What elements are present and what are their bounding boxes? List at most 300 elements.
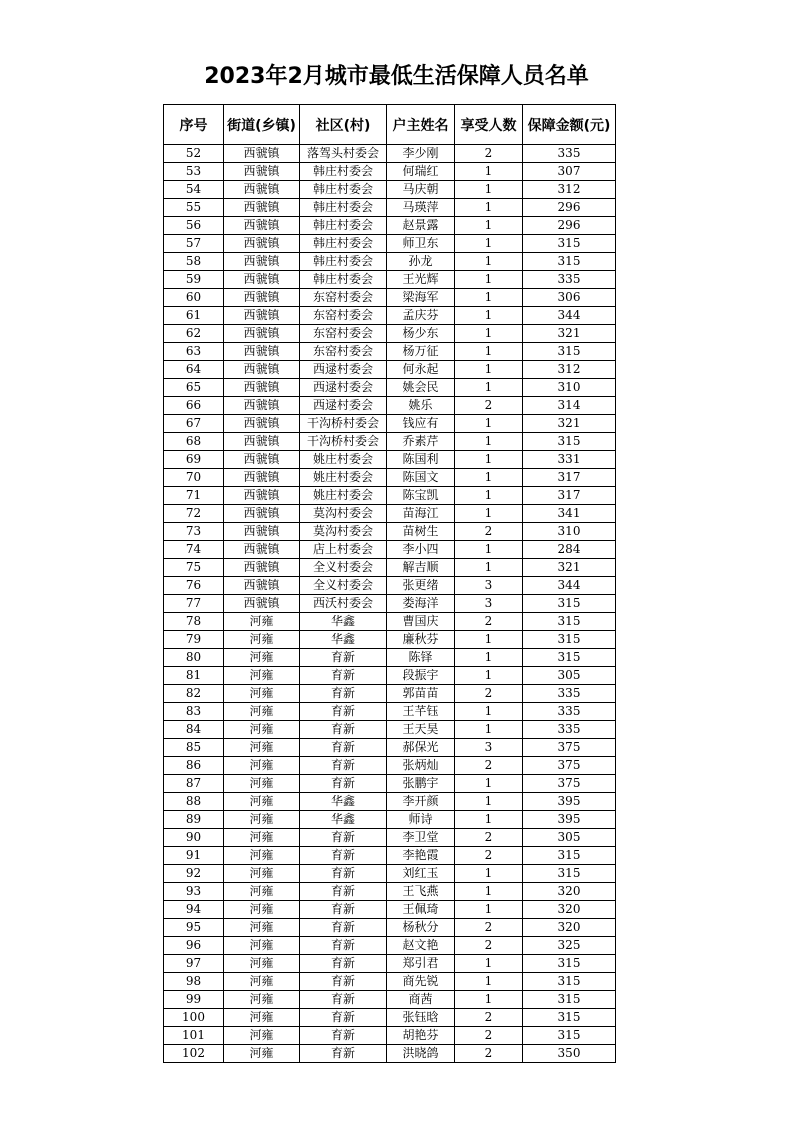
cell-householder: 胡艳芬 bbox=[387, 1027, 455, 1045]
cell-people-count: 1 bbox=[455, 181, 523, 199]
table-row bbox=[164, 721, 616, 739]
cell-index: 96 bbox=[164, 937, 224, 955]
cell-index: 62 bbox=[164, 325, 224, 343]
table-row bbox=[164, 847, 616, 865]
cell-street: 河雍 bbox=[224, 775, 300, 793]
cell-street: 西虢镇 bbox=[224, 289, 300, 307]
cell-householder: 马瑛萍 bbox=[387, 199, 455, 217]
table-row bbox=[164, 145, 616, 163]
table-row bbox=[164, 487, 616, 505]
cell-street: 河雍 bbox=[224, 811, 300, 829]
cell-street: 河雍 bbox=[224, 829, 300, 847]
cell-index: 102 bbox=[164, 1045, 224, 1063]
cell-people-count: 1 bbox=[455, 235, 523, 253]
cell-index: 54 bbox=[164, 181, 224, 199]
cell-householder: 王天昊 bbox=[387, 721, 455, 739]
cell-community: 姚庄村委会 bbox=[300, 451, 387, 469]
cell-community: 华鑫 bbox=[300, 613, 387, 631]
cell-amount: 344 bbox=[523, 577, 616, 595]
cell-people-count: 1 bbox=[455, 469, 523, 487]
table-row bbox=[164, 919, 616, 937]
cell-householder: 段振宇 bbox=[387, 667, 455, 685]
cell-householder: 姚乐 bbox=[387, 397, 455, 415]
cell-householder: 刘红玉 bbox=[387, 865, 455, 883]
cell-community: 育新 bbox=[300, 901, 387, 919]
cell-street: 河雍 bbox=[224, 631, 300, 649]
cell-community: 育新 bbox=[300, 973, 387, 991]
table-row bbox=[164, 883, 616, 901]
header-index: 序号 bbox=[164, 105, 224, 145]
table-row bbox=[164, 289, 616, 307]
cell-street: 河雍 bbox=[224, 793, 300, 811]
cell-people-count: 1 bbox=[455, 271, 523, 289]
cell-people-count: 1 bbox=[455, 991, 523, 1009]
cell-householder: 孟庆芬 bbox=[387, 307, 455, 325]
cell-householder: 苗海江 bbox=[387, 505, 455, 523]
cell-people-count: 1 bbox=[455, 955, 523, 973]
cell-street: 河雍 bbox=[224, 973, 300, 991]
table-row bbox=[164, 631, 616, 649]
cell-householder: 商茜 bbox=[387, 991, 455, 1009]
cell-householder: 赵景露 bbox=[387, 217, 455, 235]
cell-amount: 315 bbox=[523, 847, 616, 865]
table-row bbox=[164, 1045, 616, 1063]
cell-amount: 375 bbox=[523, 757, 616, 775]
table-row bbox=[164, 901, 616, 919]
cell-amount: 335 bbox=[523, 271, 616, 289]
cell-index: 82 bbox=[164, 685, 224, 703]
cell-community: 育新 bbox=[300, 865, 387, 883]
cell-index: 83 bbox=[164, 703, 224, 721]
cell-householder: 商先锐 bbox=[387, 973, 455, 991]
cell-people-count: 1 bbox=[455, 379, 523, 397]
cell-people-count: 2 bbox=[455, 1045, 523, 1063]
cell-street: 河雍 bbox=[224, 901, 300, 919]
cell-householder: 王佩琦 bbox=[387, 901, 455, 919]
cell-community: 韩庄村委会 bbox=[300, 217, 387, 235]
cell-street: 河雍 bbox=[224, 613, 300, 631]
cell-people-count: 1 bbox=[455, 505, 523, 523]
table-row bbox=[164, 667, 616, 685]
cell-people-count: 1 bbox=[455, 811, 523, 829]
table-row bbox=[164, 757, 616, 775]
cell-community: 落驾头村委会 bbox=[300, 145, 387, 163]
cell-people-count: 2 bbox=[455, 397, 523, 415]
table-row bbox=[164, 811, 616, 829]
cell-index: 93 bbox=[164, 883, 224, 901]
cell-amount: 315 bbox=[523, 1027, 616, 1045]
table-row bbox=[164, 343, 616, 361]
cell-householder: 师卫东 bbox=[387, 235, 455, 253]
cell-community: 店上村委会 bbox=[300, 541, 387, 559]
table-row bbox=[164, 415, 616, 433]
table-row bbox=[164, 163, 616, 181]
cell-street: 西虢镇 bbox=[224, 505, 300, 523]
table-row bbox=[164, 451, 616, 469]
cell-street: 西虢镇 bbox=[224, 145, 300, 163]
cell-people-count: 2 bbox=[455, 919, 523, 937]
cell-people-count: 1 bbox=[455, 253, 523, 271]
cell-householder: 李小四 bbox=[387, 541, 455, 559]
cell-amount: 321 bbox=[523, 325, 616, 343]
cell-amount: 312 bbox=[523, 361, 616, 379]
cell-householder: 何瑞红 bbox=[387, 163, 455, 181]
cell-street: 西虢镇 bbox=[224, 271, 300, 289]
cell-index: 81 bbox=[164, 667, 224, 685]
cell-householder: 苗树生 bbox=[387, 523, 455, 541]
cell-people-count: 1 bbox=[455, 343, 523, 361]
cell-amount: 310 bbox=[523, 379, 616, 397]
cell-index: 85 bbox=[164, 739, 224, 757]
table-row bbox=[164, 739, 616, 757]
cell-people-count: 2 bbox=[455, 145, 523, 163]
cell-householder: 李少刚 bbox=[387, 145, 455, 163]
cell-people-count: 3 bbox=[455, 739, 523, 757]
table-row bbox=[164, 523, 616, 541]
cell-amount: 312 bbox=[523, 181, 616, 199]
cell-street: 西虢镇 bbox=[224, 217, 300, 235]
cell-index: 86 bbox=[164, 757, 224, 775]
cell-people-count: 1 bbox=[455, 541, 523, 559]
cell-community: 莫沟村委会 bbox=[300, 523, 387, 541]
cell-community: 干沟桥村委会 bbox=[300, 415, 387, 433]
cell-people-count: 1 bbox=[455, 433, 523, 451]
cell-amount: 375 bbox=[523, 739, 616, 757]
cell-index: 79 bbox=[164, 631, 224, 649]
cell-householder: 张鹏宇 bbox=[387, 775, 455, 793]
cell-amount: 315 bbox=[523, 649, 616, 667]
cell-people-count: 1 bbox=[455, 703, 523, 721]
cell-community: 育新 bbox=[300, 1045, 387, 1063]
cell-index: 71 bbox=[164, 487, 224, 505]
cell-amount: 315 bbox=[523, 1009, 616, 1027]
cell-street: 西虢镇 bbox=[224, 415, 300, 433]
cell-community: 育新 bbox=[300, 685, 387, 703]
cell-community: 育新 bbox=[300, 847, 387, 865]
cell-index: 66 bbox=[164, 397, 224, 415]
cell-street: 西虢镇 bbox=[224, 559, 300, 577]
table-row bbox=[164, 379, 616, 397]
cell-amount: 321 bbox=[523, 415, 616, 433]
cell-people-count: 1 bbox=[455, 973, 523, 991]
cell-street: 西虢镇 bbox=[224, 595, 300, 613]
cell-householder: 姚会民 bbox=[387, 379, 455, 397]
cell-amount: 315 bbox=[523, 613, 616, 631]
cell-street: 西虢镇 bbox=[224, 181, 300, 199]
cell-people-count: 1 bbox=[455, 667, 523, 685]
cell-householder: 梁海军 bbox=[387, 289, 455, 307]
cell-people-count: 1 bbox=[455, 451, 523, 469]
table-row bbox=[164, 775, 616, 793]
cell-people-count: 2 bbox=[455, 613, 523, 631]
cell-index: 67 bbox=[164, 415, 224, 433]
cell-community: 育新 bbox=[300, 937, 387, 955]
cell-amount: 341 bbox=[523, 505, 616, 523]
cell-people-count: 1 bbox=[455, 307, 523, 325]
cell-amount: 306 bbox=[523, 289, 616, 307]
cell-index: 80 bbox=[164, 649, 224, 667]
cell-householder: 娄海洋 bbox=[387, 595, 455, 613]
cell-index: 61 bbox=[164, 307, 224, 325]
cell-people-count: 1 bbox=[455, 649, 523, 667]
cell-people-count: 1 bbox=[455, 487, 523, 505]
cell-householder: 何永起 bbox=[387, 361, 455, 379]
cell-street: 河雍 bbox=[224, 739, 300, 757]
cell-householder: 陈宝凯 bbox=[387, 487, 455, 505]
cell-community: 育新 bbox=[300, 649, 387, 667]
cell-community: 育新 bbox=[300, 955, 387, 973]
cell-community: 东窑村委会 bbox=[300, 307, 387, 325]
table-row bbox=[164, 433, 616, 451]
table-row bbox=[164, 991, 616, 1009]
cell-index: 101 bbox=[164, 1027, 224, 1045]
cell-people-count: 1 bbox=[455, 289, 523, 307]
table-row bbox=[164, 955, 616, 973]
cell-index: 74 bbox=[164, 541, 224, 559]
cell-householder: 陈国文 bbox=[387, 469, 455, 487]
cell-street: 河雍 bbox=[224, 937, 300, 955]
cell-community: 西逯村委会 bbox=[300, 379, 387, 397]
cell-street: 西虢镇 bbox=[224, 397, 300, 415]
cell-index: 73 bbox=[164, 523, 224, 541]
cell-amount: 395 bbox=[523, 793, 616, 811]
table-row bbox=[164, 703, 616, 721]
cell-amount: 296 bbox=[523, 199, 616, 217]
cell-community: 华鑫 bbox=[300, 811, 387, 829]
table-row bbox=[164, 307, 616, 325]
cell-amount: 335 bbox=[523, 703, 616, 721]
cell-community: 育新 bbox=[300, 883, 387, 901]
cell-community: 育新 bbox=[300, 739, 387, 757]
cell-people-count: 1 bbox=[455, 883, 523, 901]
cell-street: 西虢镇 bbox=[224, 451, 300, 469]
cell-amount: 315 bbox=[523, 991, 616, 1009]
cell-householder: 李开颜 bbox=[387, 793, 455, 811]
cell-street: 河雍 bbox=[224, 667, 300, 685]
cell-people-count: 1 bbox=[455, 775, 523, 793]
cell-community: 姚庄村委会 bbox=[300, 469, 387, 487]
cell-index: 94 bbox=[164, 901, 224, 919]
cell-street: 河雍 bbox=[224, 883, 300, 901]
cell-householder: 洪晓鸽 bbox=[387, 1045, 455, 1063]
cell-street: 河雍 bbox=[224, 865, 300, 883]
cell-street: 西虢镇 bbox=[224, 469, 300, 487]
cell-people-count: 2 bbox=[455, 847, 523, 865]
cell-street: 河雍 bbox=[224, 991, 300, 1009]
cell-street: 西虢镇 bbox=[224, 343, 300, 361]
table-row bbox=[164, 361, 616, 379]
cell-index: 65 bbox=[164, 379, 224, 397]
cell-index: 92 bbox=[164, 865, 224, 883]
table-row bbox=[164, 325, 616, 343]
table-row bbox=[164, 595, 616, 613]
cell-people-count: 1 bbox=[455, 217, 523, 235]
cell-community: 东窑村委会 bbox=[300, 289, 387, 307]
table-row bbox=[164, 973, 616, 991]
header-community: 社区(村) bbox=[300, 105, 387, 145]
cell-street: 西虢镇 bbox=[224, 379, 300, 397]
cell-street: 河雍 bbox=[224, 757, 300, 775]
cell-index: 53 bbox=[164, 163, 224, 181]
cell-amount: 317 bbox=[523, 487, 616, 505]
cell-street: 西虢镇 bbox=[224, 577, 300, 595]
cell-householder: 陈铎 bbox=[387, 649, 455, 667]
cell-amount: 307 bbox=[523, 163, 616, 181]
table-row bbox=[164, 613, 616, 631]
cell-householder: 杨万征 bbox=[387, 343, 455, 361]
recipients-table bbox=[163, 104, 616, 1063]
cell-people-count: 1 bbox=[455, 901, 523, 919]
cell-index: 60 bbox=[164, 289, 224, 307]
cell-index: 55 bbox=[164, 199, 224, 217]
table-row bbox=[164, 397, 616, 415]
cell-community: 西逯村委会 bbox=[300, 397, 387, 415]
cell-community: 东窑村委会 bbox=[300, 343, 387, 361]
cell-amount: 335 bbox=[523, 145, 616, 163]
cell-index: 57 bbox=[164, 235, 224, 253]
cell-amount: 315 bbox=[523, 433, 616, 451]
cell-street: 河雍 bbox=[224, 703, 300, 721]
cell-index: 77 bbox=[164, 595, 224, 613]
cell-community: 韩庄村委会 bbox=[300, 253, 387, 271]
cell-street: 西虢镇 bbox=[224, 325, 300, 343]
cell-householder: 郑引君 bbox=[387, 955, 455, 973]
cell-householder: 郝保光 bbox=[387, 739, 455, 757]
cell-index: 98 bbox=[164, 973, 224, 991]
cell-householder: 曹国庆 bbox=[387, 613, 455, 631]
cell-householder: 李艳霞 bbox=[387, 847, 455, 865]
table-header-row bbox=[164, 105, 616, 145]
cell-street: 西虢镇 bbox=[224, 253, 300, 271]
cell-people-count: 2 bbox=[455, 1027, 523, 1045]
cell-index: 75 bbox=[164, 559, 224, 577]
cell-street: 河雍 bbox=[224, 847, 300, 865]
cell-amount: 320 bbox=[523, 883, 616, 901]
cell-amount: 395 bbox=[523, 811, 616, 829]
cell-index: 70 bbox=[164, 469, 224, 487]
cell-amount: 315 bbox=[523, 343, 616, 361]
cell-street: 河雍 bbox=[224, 721, 300, 739]
cell-householder: 陈国利 bbox=[387, 451, 455, 469]
cell-street: 河雍 bbox=[224, 1045, 300, 1063]
cell-amount: 315 bbox=[523, 973, 616, 991]
cell-people-count: 1 bbox=[455, 793, 523, 811]
cell-amount: 325 bbox=[523, 937, 616, 955]
cell-people-count: 1 bbox=[455, 865, 523, 883]
cell-street: 西虢镇 bbox=[224, 361, 300, 379]
table-row bbox=[164, 199, 616, 217]
cell-index: 84 bbox=[164, 721, 224, 739]
table-row bbox=[164, 1027, 616, 1045]
cell-householder: 张炳灿 bbox=[387, 757, 455, 775]
header-amount: 保障金额(元) bbox=[523, 105, 616, 145]
cell-community: 全义村委会 bbox=[300, 577, 387, 595]
cell-street: 河雍 bbox=[224, 649, 300, 667]
cell-amount: 331 bbox=[523, 451, 616, 469]
cell-amount: 305 bbox=[523, 667, 616, 685]
cell-community: 韩庄村委会 bbox=[300, 235, 387, 253]
cell-amount: 315 bbox=[523, 253, 616, 271]
cell-index: 89 bbox=[164, 811, 224, 829]
cell-householder: 杨秋分 bbox=[387, 919, 455, 937]
cell-people-count: 3 bbox=[455, 595, 523, 613]
cell-people-count: 1 bbox=[455, 631, 523, 649]
cell-people-count: 1 bbox=[455, 199, 523, 217]
cell-street: 河雍 bbox=[224, 955, 300, 973]
cell-community: 干沟桥村委会 bbox=[300, 433, 387, 451]
cell-amount: 315 bbox=[523, 235, 616, 253]
cell-community: 育新 bbox=[300, 1027, 387, 1045]
cell-index: 99 bbox=[164, 991, 224, 1009]
cell-community: 东窑村委会 bbox=[300, 325, 387, 343]
cell-index: 68 bbox=[164, 433, 224, 451]
cell-people-count: 1 bbox=[455, 415, 523, 433]
cell-people-count: 2 bbox=[455, 757, 523, 775]
cell-index: 56 bbox=[164, 217, 224, 235]
cell-amount: 317 bbox=[523, 469, 616, 487]
cell-index: 88 bbox=[164, 793, 224, 811]
cell-people-count: 2 bbox=[455, 523, 523, 541]
table-row bbox=[164, 685, 616, 703]
cell-householder: 孙龙 bbox=[387, 253, 455, 271]
cell-community: 莫沟村委会 bbox=[300, 505, 387, 523]
cell-index: 63 bbox=[164, 343, 224, 361]
cell-street: 西虢镇 bbox=[224, 523, 300, 541]
cell-index: 76 bbox=[164, 577, 224, 595]
cell-people-count: 1 bbox=[455, 361, 523, 379]
cell-index: 72 bbox=[164, 505, 224, 523]
cell-index: 95 bbox=[164, 919, 224, 937]
cell-community: 育新 bbox=[300, 757, 387, 775]
cell-amount: 315 bbox=[523, 955, 616, 973]
cell-householder: 张钰晗 bbox=[387, 1009, 455, 1027]
cell-community: 育新 bbox=[300, 919, 387, 937]
cell-amount: 296 bbox=[523, 217, 616, 235]
cell-index: 64 bbox=[164, 361, 224, 379]
table-row bbox=[164, 865, 616, 883]
cell-householder: 杨少东 bbox=[387, 325, 455, 343]
cell-community: 韩庄村委会 bbox=[300, 271, 387, 289]
cell-street: 西虢镇 bbox=[224, 235, 300, 253]
cell-street: 西虢镇 bbox=[224, 433, 300, 451]
table-row bbox=[164, 217, 616, 235]
table-body bbox=[164, 145, 616, 1063]
cell-people-count: 2 bbox=[455, 685, 523, 703]
cell-amount: 375 bbox=[523, 775, 616, 793]
table-row bbox=[164, 829, 616, 847]
table-row bbox=[164, 235, 616, 253]
table-row bbox=[164, 271, 616, 289]
table-row bbox=[164, 559, 616, 577]
cell-amount: 350 bbox=[523, 1045, 616, 1063]
cell-community: 育新 bbox=[300, 667, 387, 685]
cell-amount: 335 bbox=[523, 685, 616, 703]
cell-community: 育新 bbox=[300, 991, 387, 1009]
header-street: 街道(乡镇) bbox=[224, 105, 300, 145]
cell-community: 育新 bbox=[300, 721, 387, 739]
cell-index: 69 bbox=[164, 451, 224, 469]
cell-community: 育新 bbox=[300, 1009, 387, 1027]
cell-street: 西虢镇 bbox=[224, 199, 300, 217]
cell-community: 韩庄村委会 bbox=[300, 199, 387, 217]
cell-community: 华鑫 bbox=[300, 631, 387, 649]
cell-community: 育新 bbox=[300, 703, 387, 721]
cell-index: 87 bbox=[164, 775, 224, 793]
cell-people-count: 1 bbox=[455, 163, 523, 181]
cell-street: 西虢镇 bbox=[224, 307, 300, 325]
cell-index: 100 bbox=[164, 1009, 224, 1027]
cell-index: 58 bbox=[164, 253, 224, 271]
